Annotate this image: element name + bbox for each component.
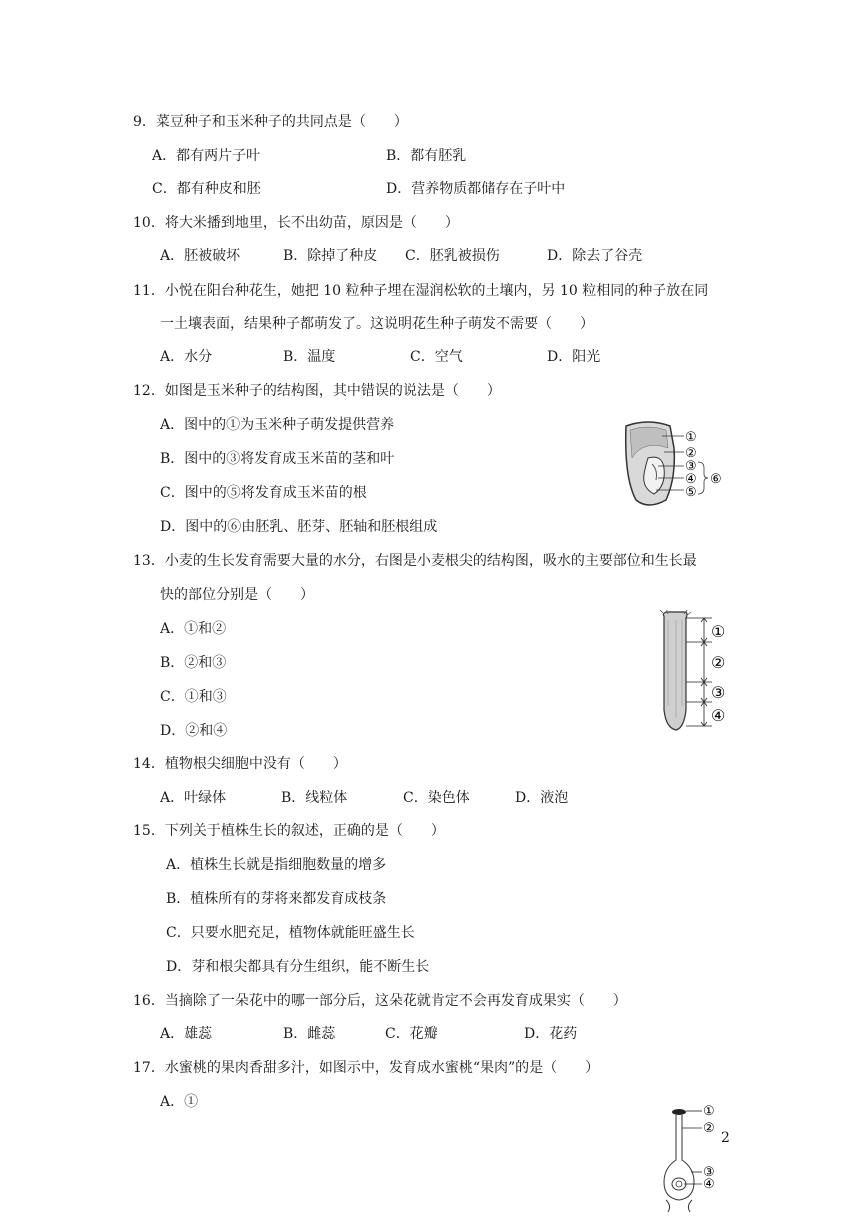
question-16-stem: 16．当摘除了一朵花中的哪一部分后，这朵花就肯定不会再发育成果实（ ）	[133, 993, 627, 1009]
q12-option-b: B．图中的③将发育成玉米苗的茎和叶	[160, 451, 395, 467]
corn-seed-diagram	[618, 418, 728, 508]
q10-option-c: C．胚乳被损伤	[405, 248, 500, 264]
q9-option-a: A．都有两片子叶	[152, 148, 261, 164]
q12-option-c: C．图中的⑤将发育成玉米苗的根	[160, 485, 367, 501]
pistil-label-3: ③	[703, 1165, 715, 1180]
question-12-stem: 12．如图是玉米种子的结构图，其中错误的说法是（ ）	[133, 383, 501, 399]
q13-option-d: D．②和④	[160, 723, 228, 739]
corn-seed-label-4: ④	[685, 472, 697, 487]
question-11-stem-line1: 11．小悦在阳台种花生，她把 10 粒种子埋在湿润松软的土壤内，另 10 粒相同的种子放在同	[133, 283, 709, 299]
q14-option-c: C．染色体	[403, 790, 470, 806]
q12-option-d: D．图中的⑥由胚乳、胚芽、胚轴和胚根组成	[160, 519, 438, 535]
q13-option-a: A．①和②	[160, 621, 227, 637]
q9-option-d: D．营养物质都储存在子叶中	[386, 181, 566, 197]
question-13-stem-line1: 13．小麦的生长发育需要大量的水分，右图是小麦根尖的结构图，吸水的主要部位和生长最	[133, 553, 697, 569]
q11-option-c: C．空气	[410, 349, 463, 365]
q13-option-b: B．②和③	[160, 655, 227, 671]
q14-option-a: A．叶绿体	[160, 790, 227, 806]
q13-option-c: C．①和③	[160, 689, 227, 705]
root-tip-label-3: ③	[711, 683, 726, 702]
q10-option-b: B．除掉了种皮	[283, 248, 378, 264]
pistil-label-4: ④	[703, 1177, 715, 1192]
q11-option-d: D．阳光	[547, 349, 601, 365]
pistil-diagram	[654, 1100, 724, 1212]
question-11-stem-line2: 一土壤表面，结果种子都萌发了。这说明花生种子萌发不需要（ ）	[160, 316, 594, 332]
corn-seed-label-1: ①	[685, 430, 697, 445]
q10-option-a: A．胚被破坏	[160, 248, 241, 264]
q17-option-a: A．①	[160, 1094, 199, 1110]
corn-seed-label-2: ②	[685, 446, 697, 461]
corn-seed-label-3: ③	[685, 459, 697, 474]
question-13-stem-line2: 快的部位分别是（ ）	[160, 587, 314, 603]
root-tip-diagram	[656, 610, 736, 732]
q14-option-d: D．液泡	[515, 790, 569, 806]
q11-option-a: A．水分	[160, 349, 213, 365]
q9-option-b: B．都有胚乳	[386, 148, 467, 164]
corn-seed-label-5: ⑤	[685, 485, 697, 500]
root-tip-label-1: ①	[711, 622, 726, 641]
pistil-label-2: ②	[703, 1121, 715, 1136]
question-17-stem: 17．水蜜桃的果肉香甜多汁，如图示中，发育成水蜜桃“果肉”的是（ ）	[133, 1060, 600, 1076]
q16-option-b: B．雌蕊	[283, 1026, 336, 1042]
q10-option-d: D．除去了谷壳	[547, 248, 643, 264]
q15-option-a: A．植株生长就是指细胞数量的增多	[166, 857, 387, 873]
root-tip-label-4: ④	[711, 706, 726, 725]
q16-option-d: D．花药	[524, 1026, 578, 1042]
q12-option-a: A．图中的①为玉米种子萌发提供营养	[160, 417, 395, 433]
q15-option-b: B．植株所有的芽将来都发育成枝条	[166, 891, 387, 907]
pistil-label-1: ①	[703, 1104, 715, 1119]
q11-option-b: B．温度	[283, 349, 336, 365]
q14-option-b: B．线粒体	[281, 790, 348, 806]
q16-option-a: A．雄蕊	[160, 1026, 213, 1042]
root-tip-label-2: ②	[711, 653, 726, 672]
question-9-stem: 9．菜豆种子和玉米种子的共同点是（ ）	[133, 114, 408, 130]
corn-seed-label-6: ⑥	[710, 472, 722, 487]
page-number: 2	[721, 1130, 730, 1146]
q9-option-c: C．都有种皮和胚	[152, 181, 261, 197]
q15-option-d: D．芽和根尖都具有分生组织，能不断生长	[166, 959, 430, 975]
question-15-stem: 15．下列关于植株生长的叙述，正确的是（ ）	[133, 823, 445, 839]
question-14-stem: 14．植物根尖细胞中没有（ ）	[133, 756, 347, 772]
q16-option-c: C．花瓣	[385, 1026, 438, 1042]
q15-option-c: C．只要水肥充足，植物体就能旺盛生长	[166, 925, 415, 941]
question-10-stem: 10．将大米播到地里，长不出幼苗，原因是（ ）	[133, 215, 459, 231]
